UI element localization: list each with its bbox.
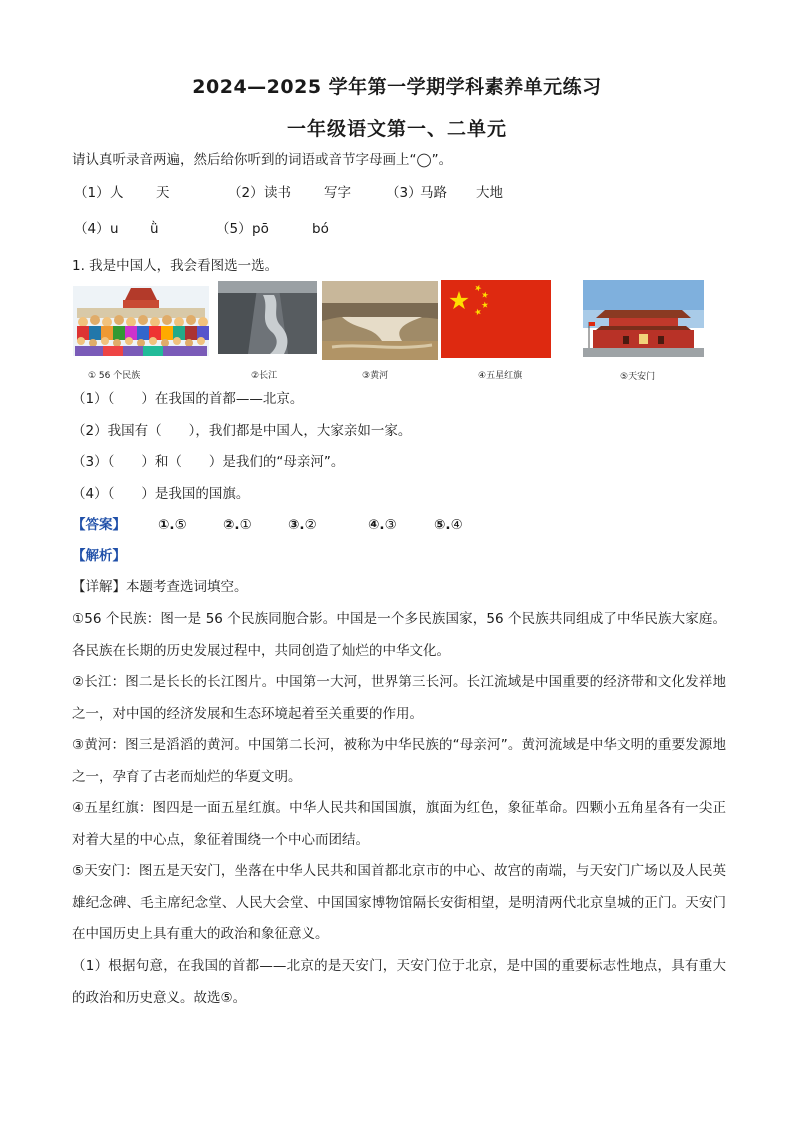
answer-item-4: ④.③ bbox=[368, 517, 397, 533]
answer-item-1: ①.⑤ bbox=[158, 517, 187, 533]
listen-item-1-b: 天 bbox=[156, 185, 170, 201]
question-1-item-1: （1）（ ）在我国的首都——北京。 bbox=[72, 391, 304, 407]
analysis-paragraph-4: ④五星红旗：图四是一面五星红旗。中华人民共和国国旗，旗面为红色，象征革命。四颗小五角星各有一尖正对着大星的中心点，象征着围绕一个中心而团结。 bbox=[72, 800, 726, 848]
page-subtitle: 一年级语文第一、二单元 bbox=[286, 118, 507, 140]
analysis-tag: 【解析】 bbox=[72, 548, 126, 564]
answer-item-5: ⑤.④ bbox=[434, 517, 463, 533]
image-five-star-red-flag bbox=[441, 280, 551, 358]
analysis-paragraph-2: ②长江：图二是长长的长江图片。中国第一大河，世界第三长河。长江流域是中国重要的经济带和文化发祥地之一，对中国的经济发展和生态环境起着至关重要的作用。 bbox=[72, 674, 726, 722]
page-title: 2024—2025 学年第一学期学科素养单元练习 bbox=[192, 76, 602, 98]
listen-item-4-b: ǜ bbox=[150, 221, 159, 237]
question-1-stem: 1. 我是中国人，我会看图选一选。 bbox=[72, 258, 279, 274]
listen-item-5-a: pō bbox=[252, 221, 269, 237]
listen-item-3-no: （3） bbox=[386, 185, 422, 201]
caption-red-flag: ④五星红旗 bbox=[478, 371, 523, 381]
listen-item-2-no: （2） bbox=[228, 185, 264, 201]
question-1-item-3: （3）（ ）和（ ）是我们的“母亲河”。 bbox=[72, 454, 345, 470]
question-1-item-4: （4）（ ）是我国的国旗。 bbox=[72, 486, 250, 502]
answer-tag: 【答案】 bbox=[72, 517, 126, 533]
analysis-paragraph-5: ⑤天安门：图五是天安门，坐落在中华人民共和国首都北京市的中心、故宫的南端，与天安门广场以及人民英雄纪念碑、毛主席纪念堂、人民大会堂、中国国家博物馆隔长安街相望，是明清两代北京皇城的正门。天安门在中国历史上具有重大的政治和象征意义。 bbox=[72, 863, 726, 942]
image-56-ethnic-groups bbox=[73, 286, 209, 356]
listen-item-5-no: （5） bbox=[216, 221, 252, 237]
listen-item-2-b: 写字 bbox=[324, 185, 351, 201]
listen-item-2-a: 读书 bbox=[264, 185, 291, 201]
listen-item-3-b: 大地 bbox=[476, 185, 503, 201]
caption-56-ethnic-groups: ① 56 个民族 bbox=[88, 371, 141, 381]
listen-item-1-a: 人 bbox=[110, 185, 124, 201]
analysis-paragraph-3: ③黄河：图三是滔滔的黄河。中国第二长河，被称为中华民族的“母亲河”。黄河流域是中华文明的重要发源地之一，孕育了古老而灿烂的华夏文明。 bbox=[72, 737, 726, 785]
question-1-item-2: （2）我国有（ ），我们都是中国人，大家亲如一家。 bbox=[72, 423, 412, 439]
answer-item-3: ③.② bbox=[288, 517, 317, 533]
caption-yangtze-river: ②长江 bbox=[251, 371, 278, 381]
caption-tiananmen: ⑤天安门 bbox=[620, 372, 656, 382]
analysis-paragraph-6: （1）根据句意，在我国的首都——北京的是天安门，天安门位于北京，是中国的重要标志性地点，具有重大的政治和历史意义。故选⑤。 bbox=[72, 958, 726, 1006]
listen-item-3-a: 马路 bbox=[420, 185, 447, 201]
image-yangtze-river bbox=[218, 281, 317, 354]
analysis-detail: 【详解】本题考查选词填空。 bbox=[72, 579, 248, 595]
listening-instruction: 请认真听录音两遍，然后给你听到的词语或音节字母画上“◯”。 bbox=[72, 152, 453, 168]
image-tiananmen bbox=[583, 280, 704, 357]
caption-yellow-river: ③黄河 bbox=[362, 371, 389, 381]
analysis-paragraph-1: ①56 个民族：图一是 56 个民族同胞合影。中国是一个多民族国家，56 个民族共同组成了中华民族大家庭。各民族在长期的历史发展过程中，共同创造了灿烂的中华文化。 bbox=[72, 611, 726, 659]
image-yellow-river bbox=[322, 281, 438, 360]
listen-item-5-b: bó bbox=[312, 221, 329, 237]
listen-item-4-no: （4） bbox=[74, 221, 110, 237]
listen-item-1-no: （1） bbox=[74, 185, 110, 201]
listen-item-4-a: u bbox=[110, 221, 119, 237]
answer-item-2: ②.① bbox=[223, 517, 252, 533]
